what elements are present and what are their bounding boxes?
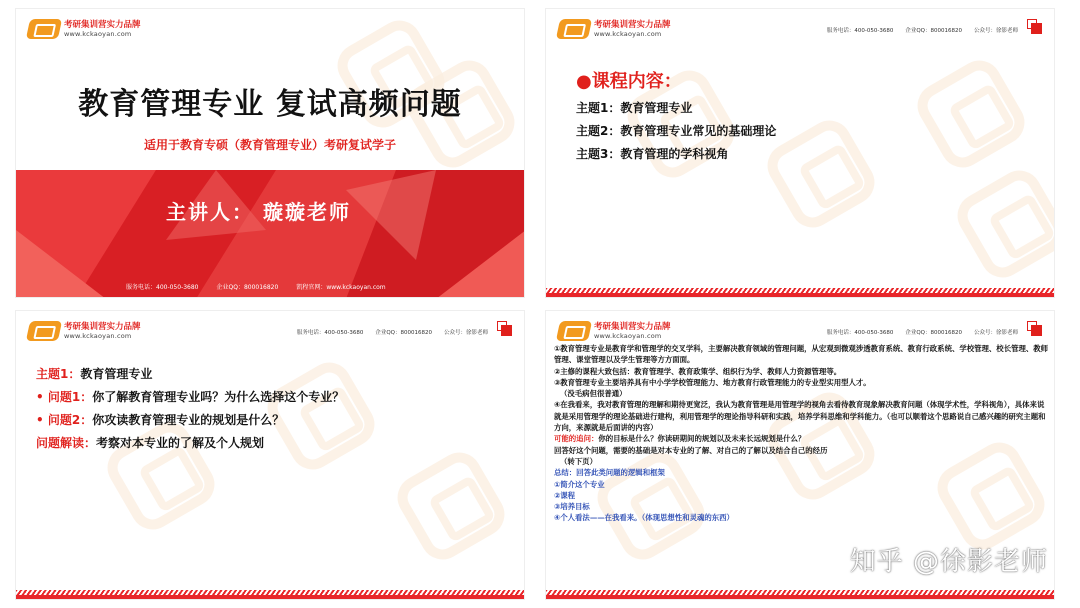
slide-title[interactable] [15, 8, 525, 298]
brand-logo [28, 321, 141, 341]
watermark-logo-icon [390, 445, 513, 568]
course-content-heading: ●课程内容： [576, 71, 682, 92]
contact-phone: 服务电话：400-050-3680 [826, 330, 894, 336]
contact-phone: 服务电话：400-050-3680 [296, 330, 364, 336]
speaker-banner [16, 170, 524, 298]
watermark-logo-icon [950, 163, 1055, 286]
brand-mark-icon [556, 321, 592, 341]
contact-wechat: 公众号：徐影老师 [973, 28, 1018, 34]
corner-squares-icon [1027, 19, 1042, 34]
question-2-text: 你攻读教育管理专业的规划是什么？ [92, 413, 285, 427]
summary-heading: 总结：回答此类问题的逻辑和框架 [554, 468, 665, 478]
banner-polygons [16, 170, 524, 298]
zhihu-watermark: 知乎 @徐影老师 [849, 547, 1048, 577]
bottom-stripes [546, 288, 1054, 297]
slide-outline[interactable] [545, 8, 1055, 298]
watermark-logo-icon [760, 113, 883, 236]
answer-paragraph: ①教育管理专业是教育学和管理学的交叉学科，主要解决教育领域的管理问题，从宏观到微观涉透教育系统、教育行政系统、学校管理、校长管理、教师管理、课堂管理以及学生管理等方方面面。 [554, 344, 1049, 365]
contact-bar [827, 26, 1018, 34]
topic-label: 主题1： [36, 367, 81, 381]
answer-text [554, 343, 1049, 524]
contact-bar [827, 328, 1018, 336]
question-1-text: 你了解教育管理专业吗？为什么选择这个专业？ [92, 390, 345, 404]
answer-paragraph: ②主修的课程大致包括：教育管理学、教育政策学、组织行为学、教师人力资源管理等。 [554, 366, 842, 376]
followup-text: 你的目标是什么？你读研期间的规划以及未来长远规划是什么？ [598, 434, 806, 444]
bottom-stripes [546, 590, 1054, 599]
speaker-name: 主讲人： 璇璇老师 [166, 200, 351, 224]
brand-url: www.kckaoyan.com [594, 332, 662, 340]
summary-item: ②课程 [554, 490, 576, 500]
answer-paragraph: ④在我看来，我对教育管理的理解和期待更宽泛，我认为教育管理是用管理学的视角去看待教育现象解决教育问题（体现学术性，学科视角），具体来说就是采用管理学的理论基础进行建构，利用管理学的理论指导科研和实践，培养学科思维和学科能力。（也可以顺着这个思路说自己感兴趣的研究主题和方向，来源就是后面讲的内容） [554, 400, 1046, 433]
brand-slogan: 考研集训营实力品牌 [594, 19, 671, 30]
next-page-note: （转下页） [560, 456, 597, 466]
bottom-stripes [16, 590, 524, 599]
slide-questions[interactable] [15, 310, 525, 600]
corner-squares-icon [1027, 321, 1042, 336]
topic-item: 主题3：教育管理的学科视角 [576, 147, 729, 161]
contact-wechat: 公众号：徐影老师 [443, 330, 488, 336]
topic-item: 主题2：教育管理专业常见的基础理论 [576, 124, 777, 138]
followup-question [554, 433, 1049, 444]
slide-footer [126, 282, 386, 291]
brand-url: www.kckaoyan.com [64, 30, 132, 38]
brand-logo [28, 19, 141, 39]
footer-qq: 企业QQ：800016820 [216, 284, 279, 291]
summary-item: ③培养目标 [554, 502, 590, 512]
contact-qq: 企业QQ：800016820 [375, 330, 432, 336]
brand-url: www.kckaoyan.com [594, 30, 662, 38]
contact-qq: 企业QQ：800016820 [905, 28, 962, 34]
summary-item: ④个人看法——在我看来。（体现思想性和灵魂的东西） [554, 513, 734, 523]
topic-list [576, 97, 776, 166]
answer-paragraph: ③教育管理专业主要培养具有中小学学校管理能力、地方教育行政管理能力的专业型实用型人才。 [554, 377, 871, 387]
contact-bar [297, 328, 488, 336]
corner-squares-icon [497, 321, 512, 336]
analysis-label: 问题解读： [36, 436, 97, 450]
footer-site: 凯程官网：www.kckaoyan.com [296, 284, 386, 291]
contact-phone: 服务电话：400-050-3680 [826, 28, 894, 34]
slide-title-heading: 教育管理专业 复试高频问题 [78, 87, 462, 122]
brand-mark-icon [26, 321, 62, 341]
question-1 [36, 386, 344, 409]
brand-logo [558, 19, 671, 39]
answer-note: （没毛病但很普通） [560, 389, 627, 399]
contact-qq: 企业QQ：800016820 [905, 330, 962, 336]
brand-slogan: 考研集训营实力品牌 [64, 321, 141, 332]
brand-mark-icon [556, 19, 592, 39]
topic-item: 主题1：教育管理专业 [576, 101, 693, 115]
brand-slogan: 考研集训营实力品牌 [594, 321, 671, 332]
brand-url: www.kckaoyan.com [64, 332, 132, 340]
watermark-logo-icon [910, 53, 1033, 176]
brand-logo [558, 321, 671, 341]
contact-wechat: 公众号：徐影老师 [973, 330, 1018, 336]
answer-paragraph: 回答好这个问题，需要的基础是对本专业的了解、对自己的了解以及结合自己的经历 [554, 445, 828, 455]
brand-mark-icon [26, 19, 62, 39]
question-list [36, 363, 344, 455]
topic-text: 教育管理专业 [80, 367, 153, 381]
analysis-line [36, 432, 344, 455]
analysis-text: 考察对本专业的了解及个人规划 [96, 436, 265, 450]
summary-item: ①简介这个专业 [554, 479, 605, 489]
brand-slogan: 考研集训营实力品牌 [64, 19, 141, 30]
topic-line [36, 363, 344, 386]
followup-label: 可能的追问： [554, 434, 599, 444]
question-2-label: • 问题2： [36, 413, 93, 427]
question-1-label: • 问题1： [36, 390, 93, 404]
question-2 [36, 409, 344, 432]
slide-subtitle: 适用于教育专硕（教育管理专业）考研复试学子 [143, 138, 396, 152]
footer-phone: 服务电话：400-050-3680 [126, 284, 199, 291]
